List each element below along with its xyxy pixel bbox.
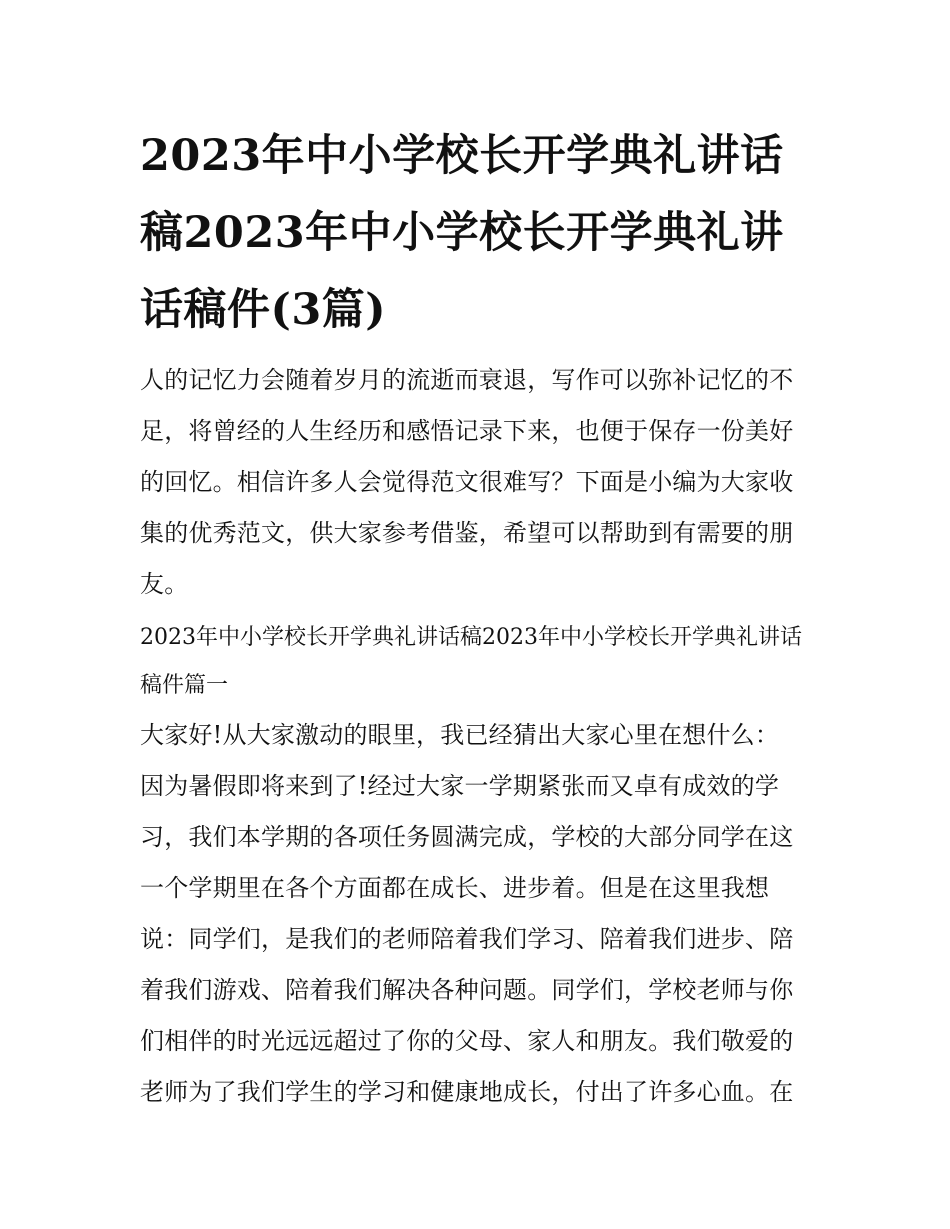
document-title: 2023年中小学校长开学典礼讲话稿2023年中小学校长开学典礼讲话稿件(3篇)	[140, 131, 784, 335]
section-heading: 2023年中小学校长开学典礼讲话稿2023年中小学校长开学典礼讲话稿件篇一	[140, 625, 802, 698]
intro-paragraph: 人的记忆力会随着岁月的流逝而衰退，写作可以弥补记忆的不足，将曾经的人生经历和感悟记录下来，也便于保存一份美好的回忆。相信许多人会觉得范文很难写？下面是小编为大家收集的优秀范文，供大家参考借鉴，希望可以帮助到有需要的朋友。	[140, 366, 794, 598]
body-paragraph-main: 因为暑假即将来到了!经过大家一学期紧张而又卓有成效的学习，我们本学期的各项任务圆满完成，学校的大部分同学在这一个学期里在各个方面都在成长、进步着。但是在这里我想说：同学们，是我们的老师陪着我们学习、陪着我们进步、陪着我们游戏、陪着我们解决各种问题。同学们，学校老师与你们相伴的时光远远超过了你的父母、家人和朋友。我们敬爱的老师为了我们学生的学习和健康地成长，付出了许多心血。在	[140, 772, 794, 1106]
document-page	[140, 118, 814, 1118]
body-paragraph-greeting: 大家好!从大家激动的眼里，我已经猜出大家心里在想什么：	[140, 721, 780, 749]
